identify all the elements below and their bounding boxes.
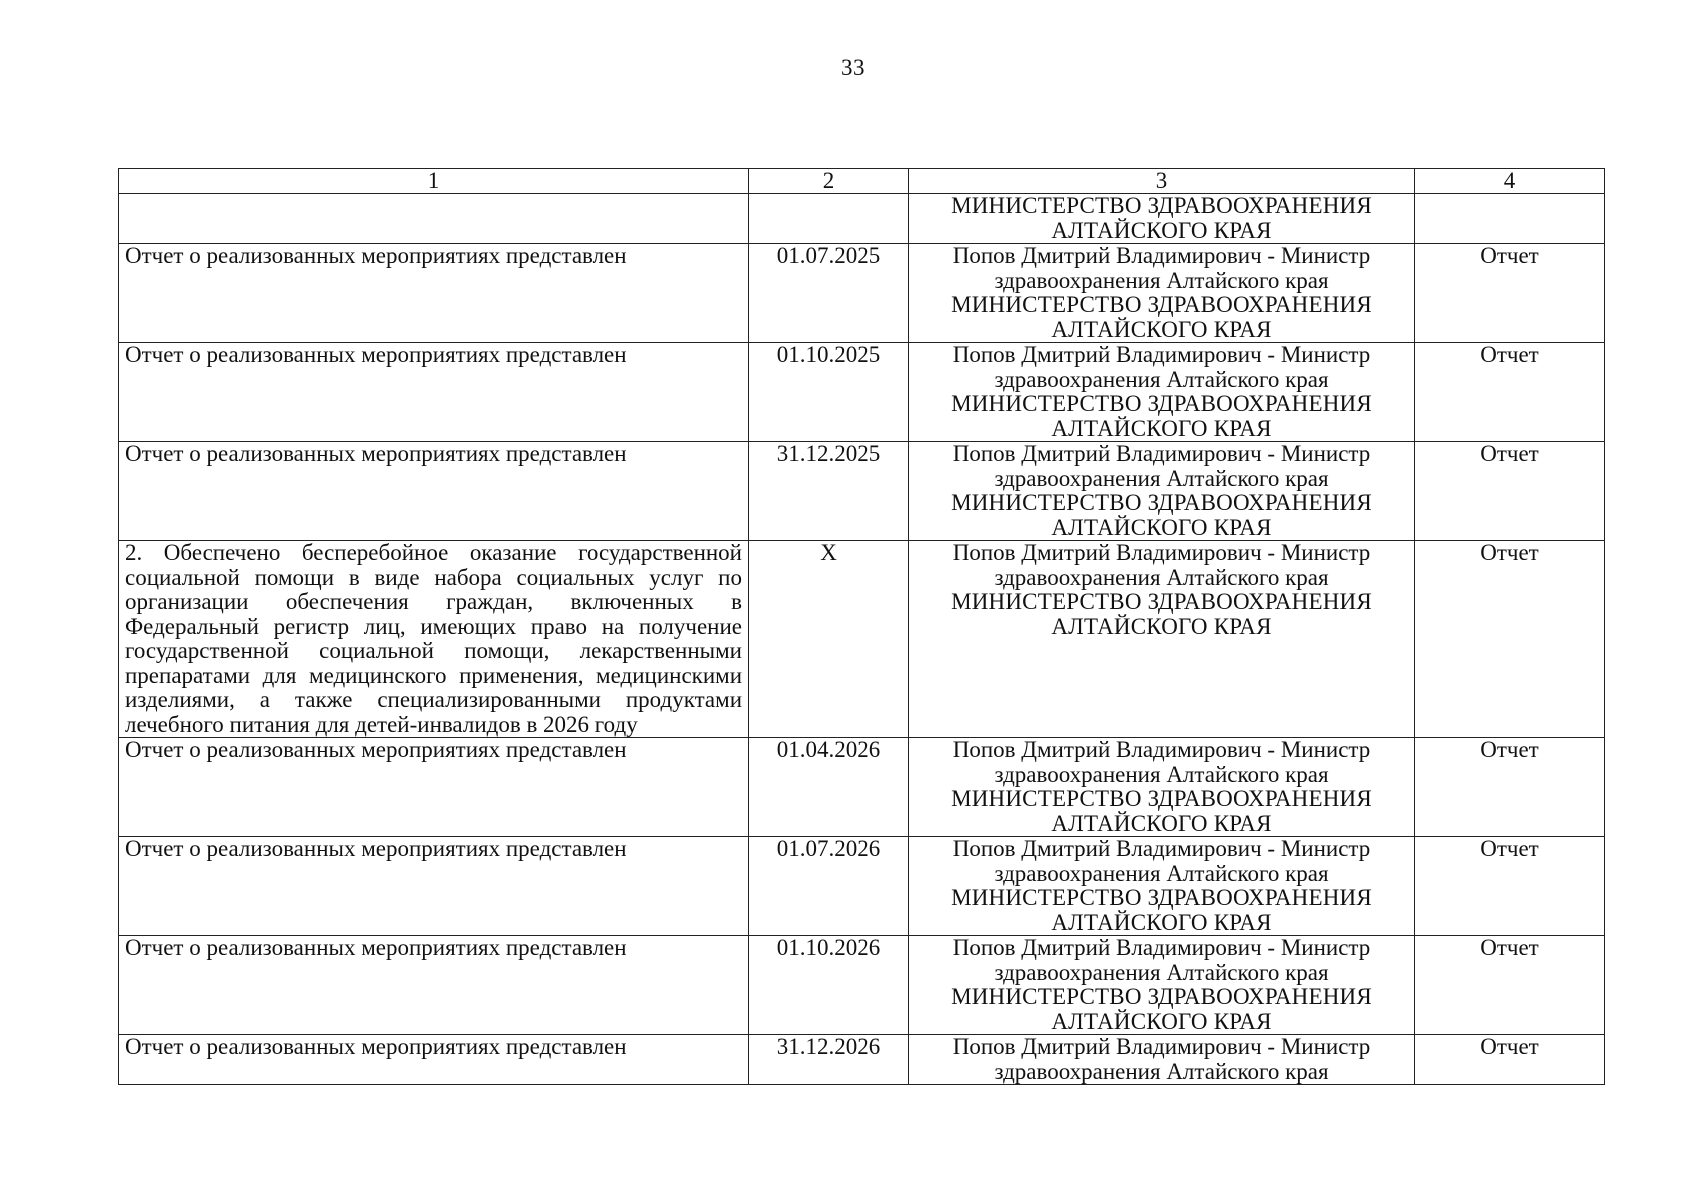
document-type-cell: Отчет — [1415, 442, 1605, 541]
responsible-person: Попов Дмитрий Владимирович - Министр — [952, 540, 1371, 565]
result-cell: Отчет о реализованных мероприятиях представлен — [119, 738, 749, 837]
date-cell: 01.07.2025 — [749, 244, 909, 343]
column-header-2: 2 — [749, 169, 909, 194]
responsible-cell — [909, 541, 1415, 738]
result-cell — [119, 194, 749, 244]
document-type-cell: Отчет — [1415, 1035, 1605, 1085]
result-cell: Отчет о реализованных мероприятиях представлен — [119, 837, 749, 936]
responsible-organization-region: АЛТАЙСКОГО КРАЯ — [1051, 909, 1272, 935]
responsible-organization: МИНИСТЕРСТВО ЗДРАВООХРАНЕНИЯ — [951, 490, 1372, 515]
responsible-person: Попов Дмитрий Владимирович - Министр — [952, 737, 1371, 762]
responsible-position: здравоохранения Алтайского края — [994, 366, 1329, 392]
document-type-cell: Отчет — [1415, 936, 1605, 1035]
document-type-cell: Отчет — [1415, 738, 1605, 837]
responsible-organization-region: АЛТАЙСКОГО КРАЯ — [1051, 415, 1272, 441]
result-description-cell: 2. Обеспечено бесперебойное оказание государственной социальной помощи в виде набора социальных услуг по организации обеспечения граждан, включенных в Федеральный регистр лиц, имеющих право на получение государственной социальной помощи, лекарственными препаратами для медицинского применения, медицинскими изделиями, а также специализированными продуктами лечебного питания для детей-инвалидов в 2026 году — [119, 541, 749, 738]
responsible-position: здравоохранения Алтайского края — [994, 564, 1329, 590]
column-header-3: 3 — [909, 169, 1415, 194]
responsible-cell — [909, 194, 1415, 244]
table-header-row — [119, 169, 1605, 194]
responsible-cell — [909, 343, 1415, 442]
document-type-cell: Отчет — [1415, 343, 1605, 442]
result-cell: Отчет о реализованных мероприятиях представлен — [119, 244, 749, 343]
responsible-organization: МИНИСТЕРСТВО ЗДРАВООХРАНЕНИЯ — [951, 292, 1372, 317]
responsible-person: Попов Дмитрий Владимирович - Министр — [952, 441, 1371, 466]
document-type-cell: Отчет — [1415, 244, 1605, 343]
responsible-cell — [909, 244, 1415, 343]
result-cell: Отчет о реализованных мероприятиях представлен — [119, 442, 749, 541]
responsible-position: здравоохранения Алтайского края — [994, 267, 1329, 293]
document-type-cell: Отчет — [1415, 541, 1605, 738]
responsible-position: здравоохранения Алтайского края — [994, 860, 1329, 886]
responsible-organization: МИНИСТЕРСТВО ЗДРАВООХРАНЕНИЯ — [951, 984, 1372, 1009]
responsible-person: Попов Дмитрий Владимирович - Министр — [952, 935, 1371, 960]
column-header-4: 4 — [1415, 169, 1605, 194]
date-cell: 01.10.2026 — [749, 936, 909, 1035]
date-cell: 01.04.2026 — [749, 738, 909, 837]
responsible-organization-region: АЛТАЙСКОГО КРАЯ — [1051, 316, 1272, 342]
document-type-cell: Отчет — [1415, 837, 1605, 936]
date-cell: 01.07.2026 — [749, 837, 909, 936]
responsible-organization: МИНИСТЕРСТВО ЗДРАВООХРАНЕНИЯ — [951, 786, 1372, 811]
date-cell: 31.12.2026 — [749, 1035, 909, 1085]
table-row — [119, 244, 1605, 343]
result-cell: Отчет о реализованных мероприятиях представлен — [119, 1035, 749, 1085]
responsible-cell — [909, 1035, 1415, 1085]
table-row — [119, 541, 1605, 738]
responsible-position: здравоохранения Алтайского края — [994, 761, 1329, 787]
responsible-organization: МИНИСТЕРСТВО ЗДРАВООХРАНЕНИЯ — [951, 193, 1372, 218]
responsible-person: Попов Дмитрий Владимирович - Министр — [952, 342, 1371, 367]
result-cell: Отчет о реализованных мероприятиях представлен — [119, 936, 749, 1035]
responsible-person: Попов Дмитрий Владимирович - Министр — [952, 836, 1371, 861]
responsible-position: здравоохранения Алтайского края — [994, 959, 1329, 985]
responsible-organization-region: АЛТАЙСКОГО КРАЯ — [1051, 613, 1272, 639]
table-row — [119, 194, 1605, 244]
page-number: 33 — [841, 55, 865, 80]
date-cell: X — [749, 541, 909, 738]
activities-table — [118, 168, 1605, 1085]
date-cell: 31.12.2025 — [749, 442, 909, 541]
responsible-organization-region: АЛТАЙСКОГО КРАЯ — [1051, 810, 1272, 836]
responsible-organization-region: АЛТАЙСКОГО КРАЯ — [1051, 217, 1272, 243]
result-cell: Отчет о реализованных мероприятиях представлен — [119, 343, 749, 442]
responsible-cell — [909, 442, 1415, 541]
column-header-1: 1 — [119, 169, 749, 194]
responsible-position: здравоохранения Алтайского края — [994, 465, 1329, 491]
document-type-cell — [1415, 194, 1605, 244]
table-row — [119, 442, 1605, 541]
responsible-organization: МИНИСТЕРСТВО ЗДРАВООХРАНЕНИЯ — [951, 885, 1372, 910]
responsible-position: здравоохранения Алтайского края — [994, 1058, 1329, 1084]
responsible-cell — [909, 936, 1415, 1035]
responsible-organization-region: АЛТАЙСКОГО КРАЯ — [1051, 1008, 1272, 1034]
table-row — [119, 936, 1605, 1035]
responsible-organization: МИНИСТЕРСТВО ЗДРАВООХРАНЕНИЯ — [951, 589, 1372, 614]
date-cell — [749, 194, 909, 244]
table-row — [119, 837, 1605, 936]
table-row — [119, 1035, 1605, 1085]
responsible-organization-region: АЛТАЙСКОГО КРАЯ — [1051, 514, 1272, 540]
date-cell: 01.10.2025 — [749, 343, 909, 442]
table-row — [119, 738, 1605, 837]
table-row — [119, 343, 1605, 442]
responsible-organization: МИНИСТЕРСТВО ЗДРАВООХРАНЕНИЯ — [951, 391, 1372, 416]
responsible-person: Попов Дмитрий Владимирович - Министр — [952, 243, 1371, 268]
responsible-person: Попов Дмитрий Владимирович - Министр — [952, 1034, 1371, 1059]
responsible-cell — [909, 738, 1415, 837]
responsible-cell — [909, 837, 1415, 936]
